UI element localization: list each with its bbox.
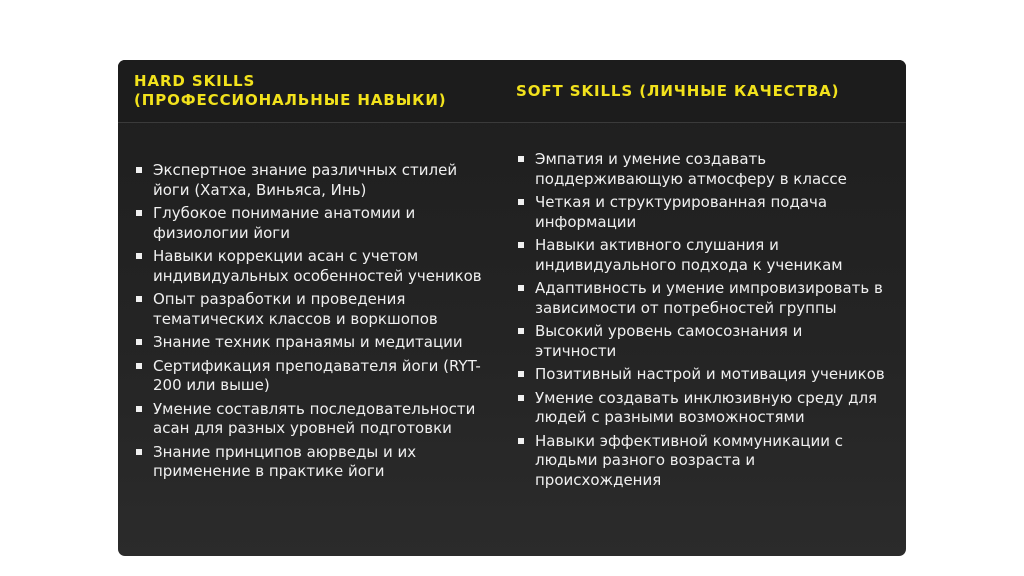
soft-skill-text: Четкая и структурированная подача информации: [535, 193, 828, 231]
bullet-icon: [518, 371, 524, 377]
bullet-icon: [518, 285, 524, 291]
bullet-icon: [518, 395, 524, 401]
list-item: [516, 365, 886, 385]
hard-skills-title-line2: (ПРОФЕССИОНАЛЬНЫЕ НАВЫКИ): [134, 91, 447, 109]
list-item: [516, 432, 886, 491]
bullet-icon: [136, 449, 142, 455]
list-item: [134, 161, 494, 200]
soft-skill-text: Высокий уровень самосознания и этичности: [535, 322, 803, 360]
bullet-icon: [136, 406, 142, 412]
bullet-icon: [136, 210, 142, 216]
bullet-icon: [518, 156, 524, 162]
hard-skills-title: [134, 72, 494, 110]
soft-skills-title: SOFT SKILLS (ЛИЧНЫЕ КАЧЕСТВА): [516, 82, 840, 100]
list-item: [516, 193, 886, 232]
bullet-icon: [518, 328, 524, 334]
soft-skills-list: [516, 150, 886, 494]
list-item: [134, 400, 494, 439]
list-item: [516, 279, 886, 318]
bullet-icon: [136, 253, 142, 259]
skills-table: [118, 60, 906, 556]
list-item: [516, 150, 886, 189]
list-item: [134, 443, 494, 482]
bullet-icon: [518, 199, 524, 205]
list-item: [134, 204, 494, 243]
list-item: [134, 333, 494, 353]
hard-skills-list: [134, 161, 494, 486]
list-item: [134, 290, 494, 329]
soft-skill-text: Умение создавать инклюзивную среду для людей с разными возможностями: [535, 388, 878, 426]
bullet-icon: [136, 167, 142, 173]
hard-skill-text: Умение составлять последовательности асан для разных уровней подготовки: [153, 399, 476, 437]
table-header: [118, 60, 906, 123]
bullet-icon: [518, 438, 524, 444]
hard-skill-text: Знание техник пранаямы и медитации: [153, 333, 463, 351]
list-item: [134, 357, 494, 396]
hard-skill-text: Экспертное знание различных стилей йоги (Хатха, Виньяса, Инь): [153, 161, 458, 199]
hard-skill-text: Глубокое понимание анатомии и физиологии йоги: [153, 204, 416, 242]
bullet-icon: [518, 242, 524, 248]
bullet-icon: [136, 363, 142, 369]
soft-skill-text: Навыки эффективной коммуникации с людьми разного возраста и происхождения: [535, 431, 844, 489]
soft-skill-text: Навыки активного слушания и индивидуального подхода к ученикам: [535, 236, 843, 274]
hard-skills-title-line1: HARD SKILLS: [134, 72, 256, 90]
soft-skill-text: Эмпатия и умение создавать поддерживающую атмосферу в классе: [535, 150, 847, 188]
bullet-icon: [136, 339, 142, 345]
bullet-icon: [136, 296, 142, 302]
list-item: [134, 247, 494, 286]
hard-skill-text: Знание принципов аюрведы и их применение в практике йоги: [153, 442, 417, 480]
soft-skill-text: Адаптивность и умение импровизировать в зависимости от потребностей группы: [535, 279, 883, 317]
list-item: [516, 322, 886, 361]
hard-skill-text: Сертификация преподавателя йоги (RYT-200 или выше): [153, 356, 481, 394]
list-item: [516, 389, 886, 428]
hard-skill-text: Навыки коррекции асан с учетом индивидуальных особенностей учеников: [153, 247, 482, 285]
hard-skill-text: Опыт разработки и проведения тематических классов и воркшопов: [153, 290, 438, 328]
soft-skill-text: Позитивный настрой и мотивация учеников: [535, 365, 885, 383]
list-item: [516, 236, 886, 275]
